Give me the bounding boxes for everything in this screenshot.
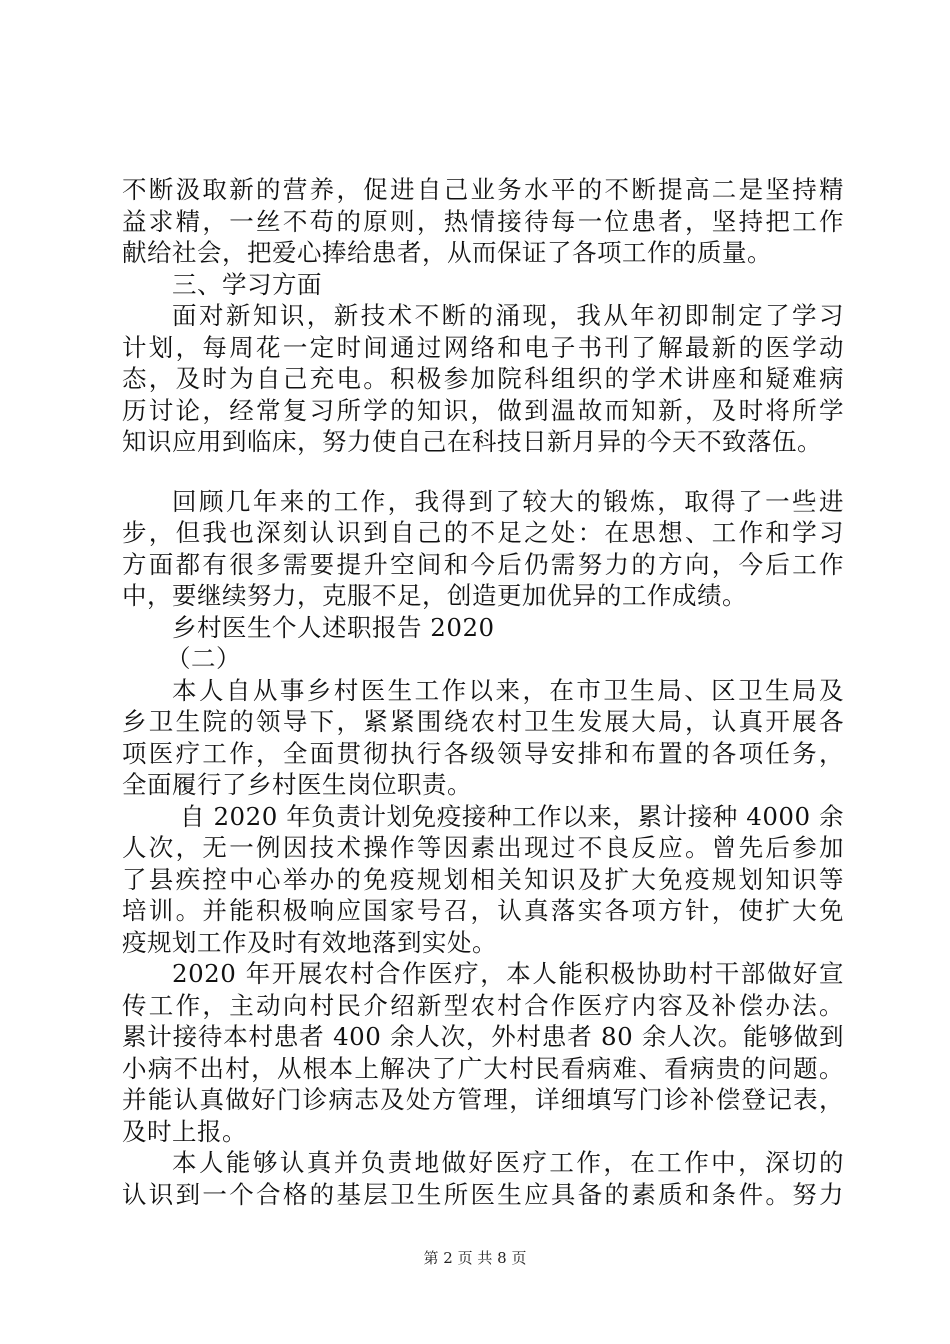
paragraph-line: 自 2020 年负责计划免疫接种工作以来，累计接种 4000 余 [180,801,844,831]
paragraph-line: 了县疾控中心举办的免疫规划相关知识及扩大免疫规划知识等 [122,864,844,894]
paragraph-line: 及时上报。 [122,1116,247,1146]
paragraph-line: 益求精，一丝不苟的原则，热情接待每一位患者，坚持把工作 [122,206,844,236]
paragraph-line: 疫规划工作及时有效地落到实处。 [122,927,497,957]
paragraph-gap [122,458,844,486]
paragraph-line: 态，及时为自己充电。积极参加院科组织的学术讲座和疑难病 [122,364,844,393]
paragraph-line: 项医疗工作，全面贯彻执行各级领导安排和布置的各项任务， [122,738,844,768]
paragraph-line: 本人自从事乡村医生工作以来，在市卫生局、区卫生局及 [172,675,844,705]
paragraph-line: 历讨论，经常复习所学的知识，做到温故而知新，及时将所学 [122,395,844,425]
section-heading-study: 三、学习方面 [172,269,322,299]
paragraph-line: 2020 年开展农村合作医疗，本人能积极协助村干部做好宣 [172,959,844,988]
paragraph-line: 认识到一个合格的基层卫生所医生应具备的素质和条件。努力 [122,1179,844,1209]
document-body [122,174,844,1210]
paragraph-line: 方面都有很多需要提升空间和今后仍需努力的方向，今后工作 [122,549,844,579]
paragraph-line: 累计接待本村患者 400 余人次，外村患者 80 余人次。能够做到 [122,1022,844,1051]
paragraph-line: 本人能够认真并负责地做好医疗工作，在工作中，深切的 [172,1148,844,1177]
paragraph-line: 中，要继续努力，克服不足，创造更加优异的工作成绩。 [122,581,747,610]
paragraph-line: 乡卫生院的领导下，紧紧围绕农村卫生发展大局，认真开展各 [122,707,844,736]
paragraph-line: 步，但我也深刻认识到自己的不足之处：在思想、工作和学习 [122,518,844,547]
document-subtitle: （二） [166,644,241,673]
paragraph-line: 小病不出村，从根本上解决了广大村民看病难、看病贵的问题。 [122,1053,844,1083]
paragraph-line: 全面履行了乡村医生岗位职责。 [122,770,472,799]
paragraph-line: 回顾几年来的工作，我得到了较大的锻炼，取得了一些进 [172,486,844,516]
paragraph-line: 人次，无一例因技术操作等因素出现过不良反应。曾先后参加 [122,833,844,862]
page-number-footer: 第 2 页 共 8 页 [423,1249,527,1267]
document-title: 乡村医生个人述职报告 2020 [172,612,495,642]
paragraph-line: 面对新知识，新技术不断的涌现，我从年初即制定了学习 [172,301,844,330]
paragraph-line: 计划，每周花一定时间通过网络和电子书刊了解最新的医学动 [122,332,844,362]
paragraph-line: 不断汲取新的营养，促进自己业务水平的不断提高二是坚持精 [122,175,844,204]
paragraph-line: 献给社会，把爱心捧给患者，从而保证了各项工作的质量。 [122,238,772,267]
paragraph-line: 传工作，主动向村民介绍新型农村合作医疗内容及补偿办法。 [122,990,844,1020]
paragraph-line: 培训。并能积极响应国家号召，认真落实各项方针，使扩大免 [122,896,844,925]
paragraph-line: 知识应用到临床，努力使自己在科技日新月异的今天不致落伍。 [122,427,822,456]
paragraph-line: 并能认真做好门诊病志及处方管理，详细填写门诊补偿登记表， [122,1085,844,1114]
